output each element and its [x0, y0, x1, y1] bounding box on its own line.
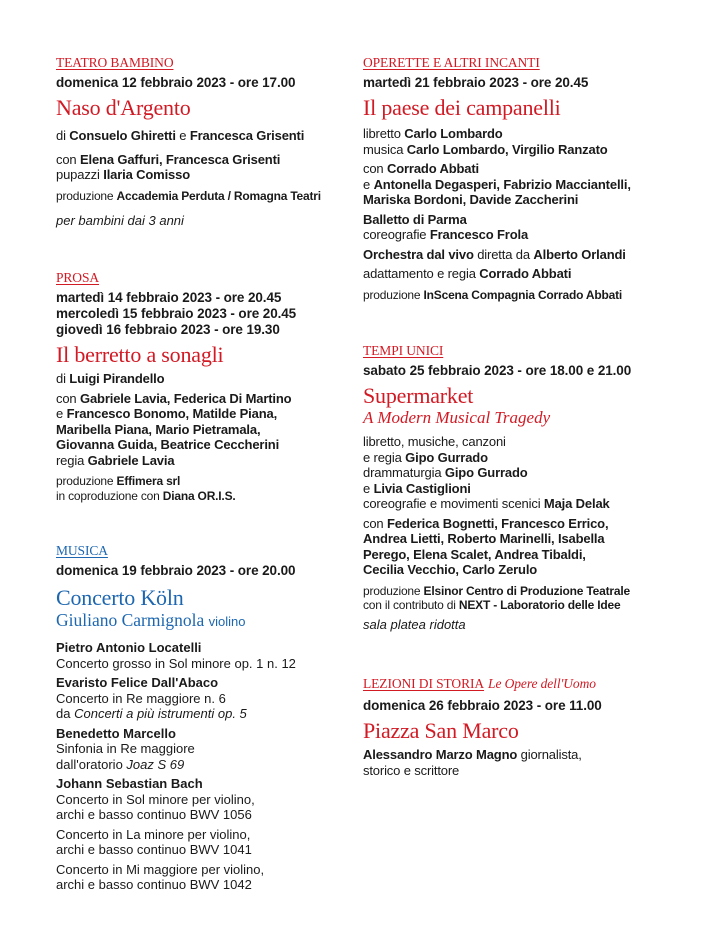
category-label: TEMPI UNICI: [363, 343, 444, 358]
category-label: PROSA: [56, 270, 100, 285]
credits-cast: con Corrado Abbati: [363, 161, 480, 176]
event-note: sala platea ridotta: [363, 616, 466, 632]
event-title: Naso d'Argento: [56, 95, 191, 120]
event-date: martedì 21 febbraio 2023 - ore 20.45: [363, 75, 589, 90]
category-label: TEATRO BAMBINO: [56, 55, 174, 70]
event-date: domenica 19 febbraio 2023 - ore 20.00: [56, 563, 296, 578]
event-title: Il paese dei campanelli: [363, 95, 561, 120]
program-work: archi e basso continuo BWV 1042: [56, 877, 252, 892]
program-work: Concerto in Re maggiore n. 6: [56, 690, 226, 706]
event-title: Piazza San Marco: [363, 718, 519, 743]
credits-orchestra: Orchestra dal vivo diretta da Alberto Orlandi: [363, 246, 626, 262]
category-label: LEZIONI DI STORIA Le Opere dell'Uomo: [363, 676, 596, 691]
event-date: domenica 26 febbraio 2023 - ore 11.00: [363, 698, 602, 713]
credits-direction: e regia Gipo Gurrado: [363, 449, 488, 465]
credits-speaker-role: storico e scrittore: [363, 762, 460, 778]
program-work: archi e basso continuo BWV 1041: [56, 842, 252, 857]
program-composer: Johann Sebastian Bach: [56, 776, 203, 791]
program-composer: Evaristo Felice Dall'Abaco: [56, 675, 219, 690]
program-work-source: da Concerti a più istrumenti op. 5: [56, 706, 247, 721]
credits-puppets: pupazzi Ilaria Comisso: [56, 167, 191, 182]
event-supermarket: [363, 343, 663, 632]
credits-production: produzione Elsinor Centro di Produzione Teatrale: [363, 583, 630, 598]
credits-dramaturgy: e Livia Castiglioni: [363, 480, 471, 496]
program-composer: Pietro Antonio Locatelli: [56, 640, 202, 655]
credits-production: produzione Accademia Perduta / Romagna Teatri: [56, 188, 321, 203]
credits-speaker: Alessandro Marzo Magno giornalista,: [363, 747, 582, 762]
credits-cast: e Antonella Degasperi, Fabrizio Macciantelli,: [363, 176, 631, 192]
credits-dramaturgy: drammaturgia Gipo Gurrado: [363, 465, 528, 480]
event-date: sabato 25 febbraio 2023 - ore 18.00 e 21.00: [363, 363, 632, 378]
program-work-source: dall'oratorio Joaz S 69: [56, 756, 185, 772]
event-date: martedì 14 febbraio 2023 - ore 20.45: [56, 290, 282, 305]
credits-cast: con Elena Gaffuri, Francesca Grisenti: [56, 151, 281, 167]
event-title: Il berretto a sonagli: [56, 342, 224, 367]
category-label: MUSICA: [56, 543, 108, 558]
program-work: Concerto in Mi maggiore per violino,: [56, 861, 265, 877]
event-note: per bambini dai 3 anni: [56, 213, 184, 228]
event-subtitle: A Modern Musical Tragedy: [363, 408, 551, 427]
credits-cast: Giovanna Guida, Beatrice Ceccherini: [56, 437, 280, 452]
program-work: Concerto in Sol minore per violino,: [56, 791, 255, 807]
credits-director: regia Gabriele Lavia: [56, 452, 175, 468]
credits-music: musica Carlo Lombardo, Virgilio Ranzato: [363, 141, 608, 157]
credits-ballet: Balletto di Parma: [363, 211, 467, 227]
program-composer: Benedetto Marcello: [56, 725, 176, 741]
credits-coproduction: in coproduzione con Diana OR.I.S.: [56, 488, 236, 503]
event-berretto-a-sonagli: [56, 270, 346, 503]
credits-production: produzione InScena Compagnia Corrado Abbati: [363, 287, 623, 302]
credits-author: di Consuelo Ghiretti e Francesca Grisenti: [56, 128, 305, 143]
event-date: giovedì 16 febbraio 2023 - ore 19.30: [56, 322, 280, 337]
credits-adaptation: adattamento e regia Corrado Abbati: [363, 266, 572, 281]
event-naso-dargento: [56, 55, 346, 229]
program-work: Concerto grosso in Sol minore op. 1 n. 12: [56, 655, 296, 671]
category-label: OPERETTE E ALTRI INCANTI: [363, 55, 540, 70]
credits-author: di Luigi Pirandello: [56, 371, 165, 386]
event-paese-dei-campanelli: [363, 55, 663, 302]
credits-cast: Mariska Bordoni, Davide Zaccherini: [363, 192, 579, 207]
credits-libretto: libretto, musiche, canzoni: [363, 434, 506, 449]
credits-cast: Cecilia Vecchio, Carlo Zerulo: [363, 562, 538, 577]
event-date: domenica 12 febbraio 2023 - ore 17.00: [56, 75, 296, 90]
event-soloist: Giuliano Carmignola violino: [56, 610, 246, 630]
credits-cast: con Gabriele Lavia, Federica Di Martino: [56, 390, 292, 406]
credits-choreography: coreografie e movimenti scenici Maja Delak: [363, 496, 610, 511]
credits-choreography: coreografie Francesco Frola: [363, 227, 529, 242]
credits-libretto: libretto Carlo Lombardo: [363, 126, 503, 141]
category-sublabel: Le Opere dell'Uomo: [488, 676, 596, 691]
event-title: Supermarket: [363, 383, 474, 408]
credits-production: produzione Effimera srl: [56, 474, 181, 488]
program: [56, 640, 346, 893]
event-date: mercoledì 15 febbraio 2023 - ore 20.45: [56, 306, 297, 321]
program-work: archi e basso continuo BWV 1056: [56, 807, 252, 822]
program-work: Concerto in La minore per violino,: [56, 826, 251, 842]
credits-cast: Andrea Lietti, Roberto Marinelli, Isabella: [363, 531, 605, 546]
credits-contribution: con il contributo di NEXT - Laboratorio delle Idee: [363, 598, 621, 612]
event-piazza-san-marco: [363, 676, 663, 778]
credits-cast: Maribella Piana, Mario Pietramala,: [56, 421, 261, 437]
credits-cast: e Francesco Bonomo, Matilde Piana,: [56, 406, 278, 421]
credits-cast: con Federica Bognetti, Francesco Errico,: [363, 515, 609, 531]
credits-cast: Perego, Elena Scalet, Andrea Tibaldi,: [363, 546, 586, 562]
program-work: Sinfonia in Re maggiore: [56, 741, 195, 756]
event-title: Concerto Köln: [56, 585, 184, 610]
event-concerto-koln: [56, 543, 346, 893]
